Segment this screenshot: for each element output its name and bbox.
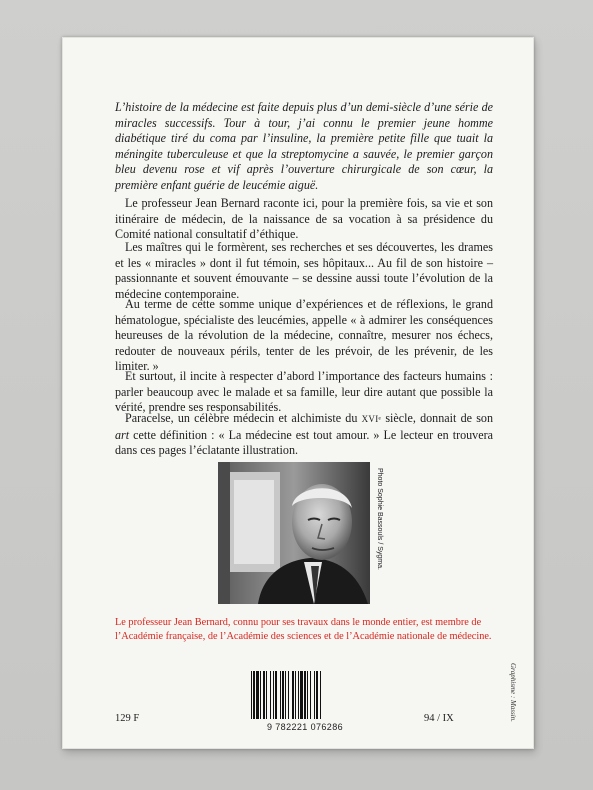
book-back-cover [62, 37, 534, 749]
isbn-number: 9 782221 076286 [266, 722, 344, 732]
paragraph-5-part-b: siècle, donnait de son [381, 411, 493, 425]
author-bio: Le professeur Jean Bernard, connu pour ses travaux dans le monde entier, est membre de l’Académie française, de l’Académie des sciences et de l’Académie nationale de médecine. [115, 617, 492, 643]
portrait-illustration [218, 462, 370, 604]
isbn-barcode [249, 671, 355, 719]
art-word: art [115, 427, 130, 442]
paragraph-2: Les maîtres qui le formèrent, ses recherches et ses découvertes, les drames et les « miracles » dont il fut témoin, ses hôpitaux... Au fil de son histoire – passionnante et souvent émouvante – se dessine aussi toute l’évolution de la médecine contemporaine. [115, 240, 493, 301]
price-label: 129 F [115, 713, 140, 724]
catalog-code: 94 / IX [424, 713, 454, 724]
graphisme-credit: Graphisme : Massin. [509, 663, 517, 722]
photo-credit: Photo Sophie Bassouls / Sygma. [376, 468, 383, 570]
century-numeral: XVIᵉ [361, 414, 382, 424]
paragraph-4: Et surtout, il incite à respecter d’abord l’importance des facteurs humains : parler beaucoup avec le malade et sa famille, leur dire autant que possible la vérité, prendre ses responsabilités. [115, 369, 493, 415]
paragraph-1: Le professeur Jean Bernard raconte ici, pour la première fois, sa vie et son itinéraire de médecin, de la naissance de sa vocation à sa présidence du Comité national consultatif d’éthique. [115, 196, 493, 242]
paragraph-5 [115, 411, 493, 459]
paragraph-5-part-c: cette définition : « La médecine est tout amour. » Le lecteur en trouvera dans ces pages l’éclatante illustration. [115, 427, 493, 458]
paragraph-5-part-a: Paracelse, un célèbre médecin et alchimiste du [125, 411, 362, 425]
intro-quote: L’histoire de la médecine est faite depuis plus d’un demi-siècle d’une série de miracles successifs. Tour à tour, j’ai connu le premier jeune homme diabétique tiré du coma par l’insuline, la première petite fille que tuait la méningite tuberculeuse et que la streptomycine a sauvée, le premier garçon bleu devenu rose et vif après l’ouverture chirurgicale de son cœur, la première enfant guérie de leucémie aiguë. [115, 100, 493, 192]
paragraph-3: Au terme de cette somme unique d’expériences et de réflexions, le grand hématologue, spécialiste des leucémies, appelle « à admirer les conséquences heureuses de la révolution de la médecine, connaître, mesurer nos échecs, redouter de nouveaux périls, tenter de les prévoir, de les prévenir, de les limiter. » [115, 297, 493, 374]
author-portrait-photo [218, 462, 370, 604]
